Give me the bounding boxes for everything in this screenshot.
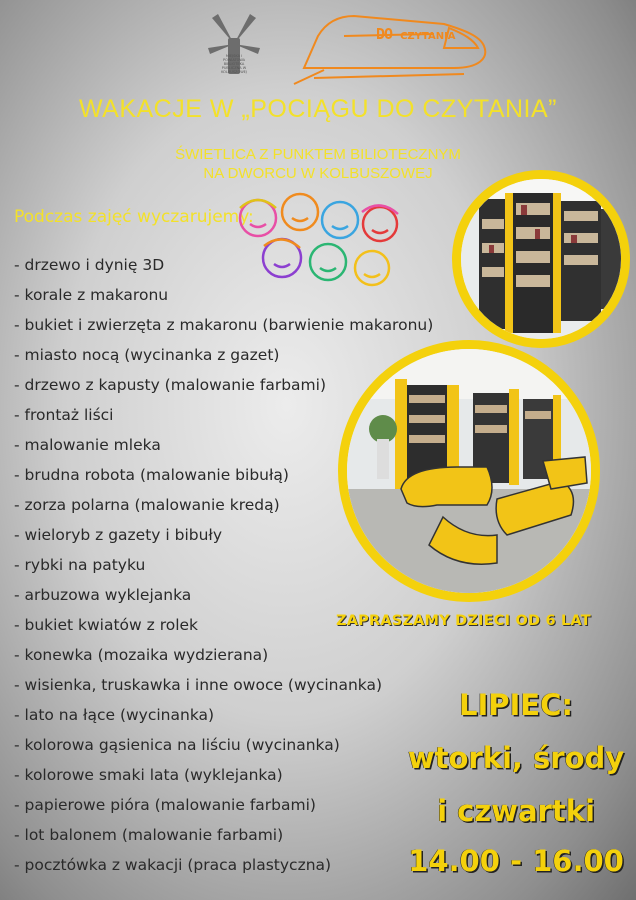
list-item: - kolorowa gąsienica na liściu (wycinanka) — [14, 736, 340, 754]
reading-room-image-icon — [347, 349, 591, 593]
list-item: - miasto nocą (wycinanka z gazet) — [14, 346, 280, 364]
schedule-days-line-2: i czwartki — [437, 794, 595, 828]
bookshelf-image-icon — [461, 179, 621, 339]
schedule-days-line-1: wtorki, środy — [407, 741, 625, 775]
list-item: - frontaż liści — [14, 406, 114, 424]
list-item: - kolorowe smaki lata (wyklejanka) — [14, 766, 283, 784]
list-item: - korale z makaronu — [14, 286, 169, 304]
list-item: - malowanie mleka — [14, 436, 161, 454]
library-logo — [198, 8, 270, 80]
subtitle-line-1: ŚWIETLICA Z PUNKTEM BILIOTECZNYM — [175, 146, 461, 163]
page-title: WAKACJE W „POCIĄGU DO CZYTANIA” — [78, 95, 557, 123]
schedule-month: LIPIEC: — [458, 688, 573, 722]
reading-room-photo — [338, 340, 600, 602]
list-item: - wieloryb z gazety i bibuły — [14, 526, 223, 544]
train-logo — [284, 6, 494, 86]
list-item: - drzewo i dynię 3D — [14, 256, 165, 274]
train-text-sub: CZYTANIA — [400, 31, 456, 42]
activities-list — [14, 250, 433, 880]
list-item: - bukiet kwiatów z rolek — [14, 616, 199, 634]
activities-heading: Podczas zajęć wyczarujemy: — [14, 207, 254, 227]
list-item: - pocztówka z wakacji (praca plastyczna) — [14, 856, 332, 874]
list-item: - bukiet i zwierzęta z makaronu (barwienie makaronu) — [14, 316, 434, 334]
list-item: - rybki na patyku — [14, 556, 146, 574]
list-item: - lato na łące (wycinanka) — [14, 706, 215, 724]
list-item: - arbuzowa wyklejanka — [14, 586, 192, 604]
list-item: - drzewo z kapusty (malowanie farbami) — [14, 376, 326, 394]
list-item: - zorza polarna (malowanie kredą) — [14, 496, 280, 514]
list-item: - konewka (mozaika wydzierana) — [14, 646, 269, 664]
list-item: - brudna robota (malowanie bibułą) — [14, 466, 289, 484]
train-icon — [284, 6, 494, 86]
list-item: - papierowe pióra (malowanie farbami) — [14, 796, 316, 814]
list-item: - wisienka, truskawka i inne owoce (wycinanka) — [14, 676, 383, 694]
list-item: - lot balonem (malowanie farbami) — [14, 826, 284, 844]
subtitle-line-2: NA DWORCU W KOLBUSZOWEJ — [203, 165, 433, 182]
train-logo-text — [376, 25, 456, 43]
bookshelf-photo — [452, 170, 630, 348]
library-name: MIEJSKA I POWIATOWA BIBLIOTEKA PUBLICZNA W KOLBUSZOWEJ — [221, 54, 247, 74]
schedule-time: 14.00 - 16.00 — [408, 844, 624, 878]
train-text-main: DO — [376, 25, 393, 43]
invite-text: ZAPRASZAMY DZIECI OD 6 LAT — [336, 613, 591, 629]
